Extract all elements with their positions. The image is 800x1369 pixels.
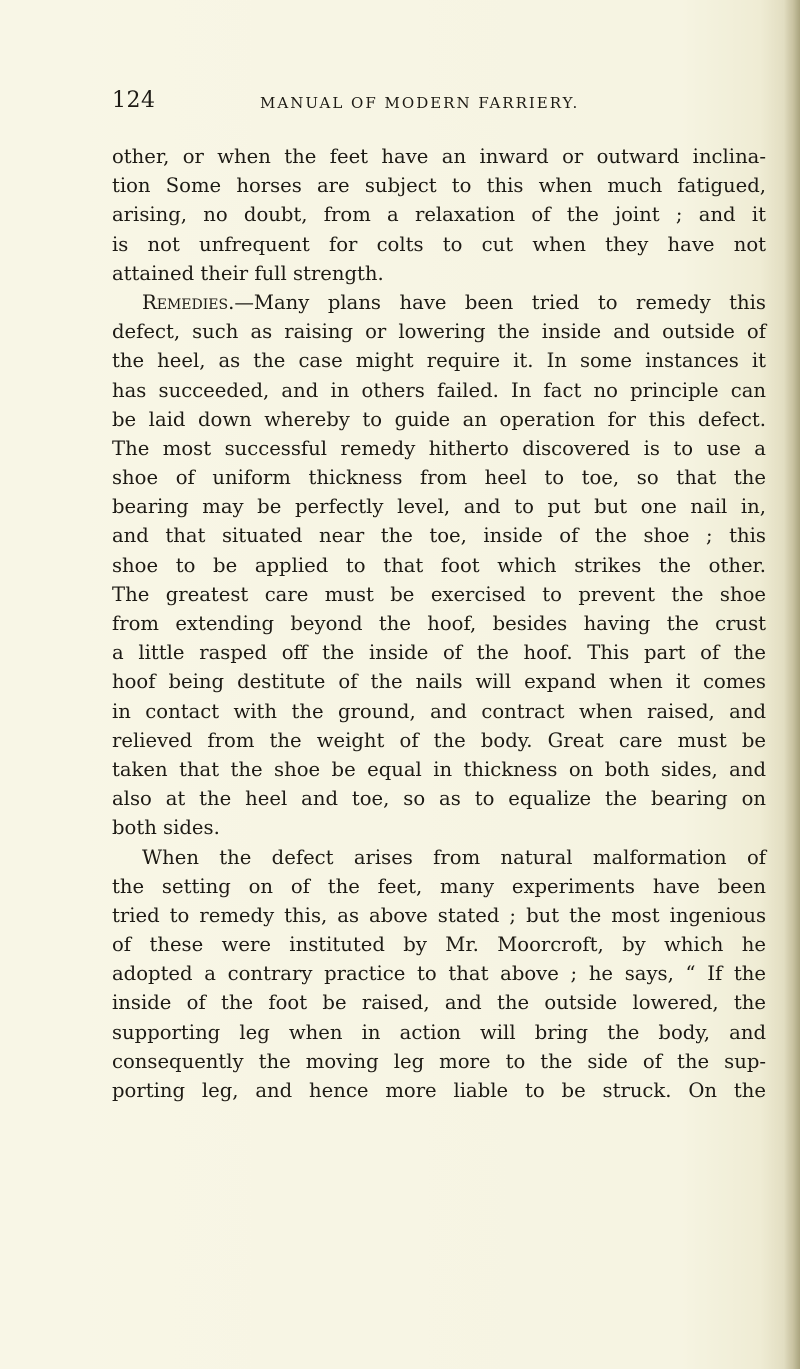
text-line: When the defect arises from natural malformation of — [142, 845, 766, 869]
text-line: The greatest care must be exercised to prevent the shoe — [112, 582, 766, 606]
text-line: shoe to be applied to that foot which strikes the other. — [112, 553, 766, 577]
text-line: has succeeded, and in others failed. In fact no principle can — [112, 378, 766, 402]
page-edge-shadow — [784, 0, 800, 1369]
page-header — [112, 88, 752, 118]
text-line: consequently the moving leg more to the side of the sup- — [112, 1049, 766, 1073]
body-text — [112, 142, 766, 1105]
text-line: other, or when the feet have an inward or outward inclina- — [112, 145, 766, 168]
remedies-heading: Remedies. — [142, 290, 235, 314]
text-line: in contact with the ground, and contract when raised, and — [112, 699, 766, 723]
text-line: be laid down whereby to guide an operation for this defect. — [112, 407, 766, 431]
text-line: a little rasped off the inside of the hoof. This part of the — [112, 641, 766, 665]
text-line: shoe of uniform thickness from heel to toe, so that the — [112, 466, 766, 490]
text-line: also at the heel and toe, so as to equalize the bearing on — [112, 787, 766, 811]
text-line: relieved from the weight of the body. Great care must be — [112, 728, 766, 752]
running-head: MANUAL OF MODERN FARRIERY. — [260, 94, 580, 112]
text-line: attained their full strength. — [112, 261, 384, 285]
remedies-paragraph-start — [112, 288, 766, 317]
text-line: taken that the shoe be equal in thickness on both sides, and — [112, 757, 766, 781]
text-line: tion Some horses are subject to this when much fatigued, — [112, 174, 766, 198]
text-line: —Many plans have been tried to remedy this — [234, 290, 766, 314]
text-line: hoof being destitute of the nails will expand when it comes — [112, 670, 766, 694]
text-line: both sides. — [112, 816, 220, 840]
text-line: inside of the foot be raised, and the outside lowered, the — [112, 991, 766, 1015]
text-line: from extending beyond the hoof, besides having the crust — [112, 612, 766, 635]
text-line: tried to remedy this, as above stated ; but the most ingenious — [112, 903, 766, 927]
text-line: arising, no doubt, from a relaxation of the joint ; and it — [112, 203, 766, 227]
text-line: is not unfrequent for colts to cut when they have not — [112, 232, 766, 256]
text-line: The most successful remedy hitherto discovered is to use a — [112, 436, 766, 460]
text-line: porting leg, and hence more liable to be struck. On the — [112, 1079, 766, 1102]
text-line: the heel, as the case might require it. In some instances it — [112, 349, 766, 373]
text-line: of these were instituted by Mr. Moorcroft, by which he — [112, 933, 766, 957]
text-line: the setting on of the feet, many experiments have been — [112, 874, 766, 898]
text-line: defect, such as raising or lowering the inside and outside of — [112, 320, 766, 344]
text-line: and that situated near the toe, inside of the shoe ; this — [112, 524, 766, 548]
text-line: supporting leg when in action will bring the body, and — [112, 1020, 766, 1044]
text-line: adopted a contrary practice to that above ; he says, “ If the — [112, 962, 766, 986]
page-number: 124 — [112, 88, 156, 113]
text-line: bearing may be perfectly level, and to put but one nail in, — [112, 495, 766, 519]
